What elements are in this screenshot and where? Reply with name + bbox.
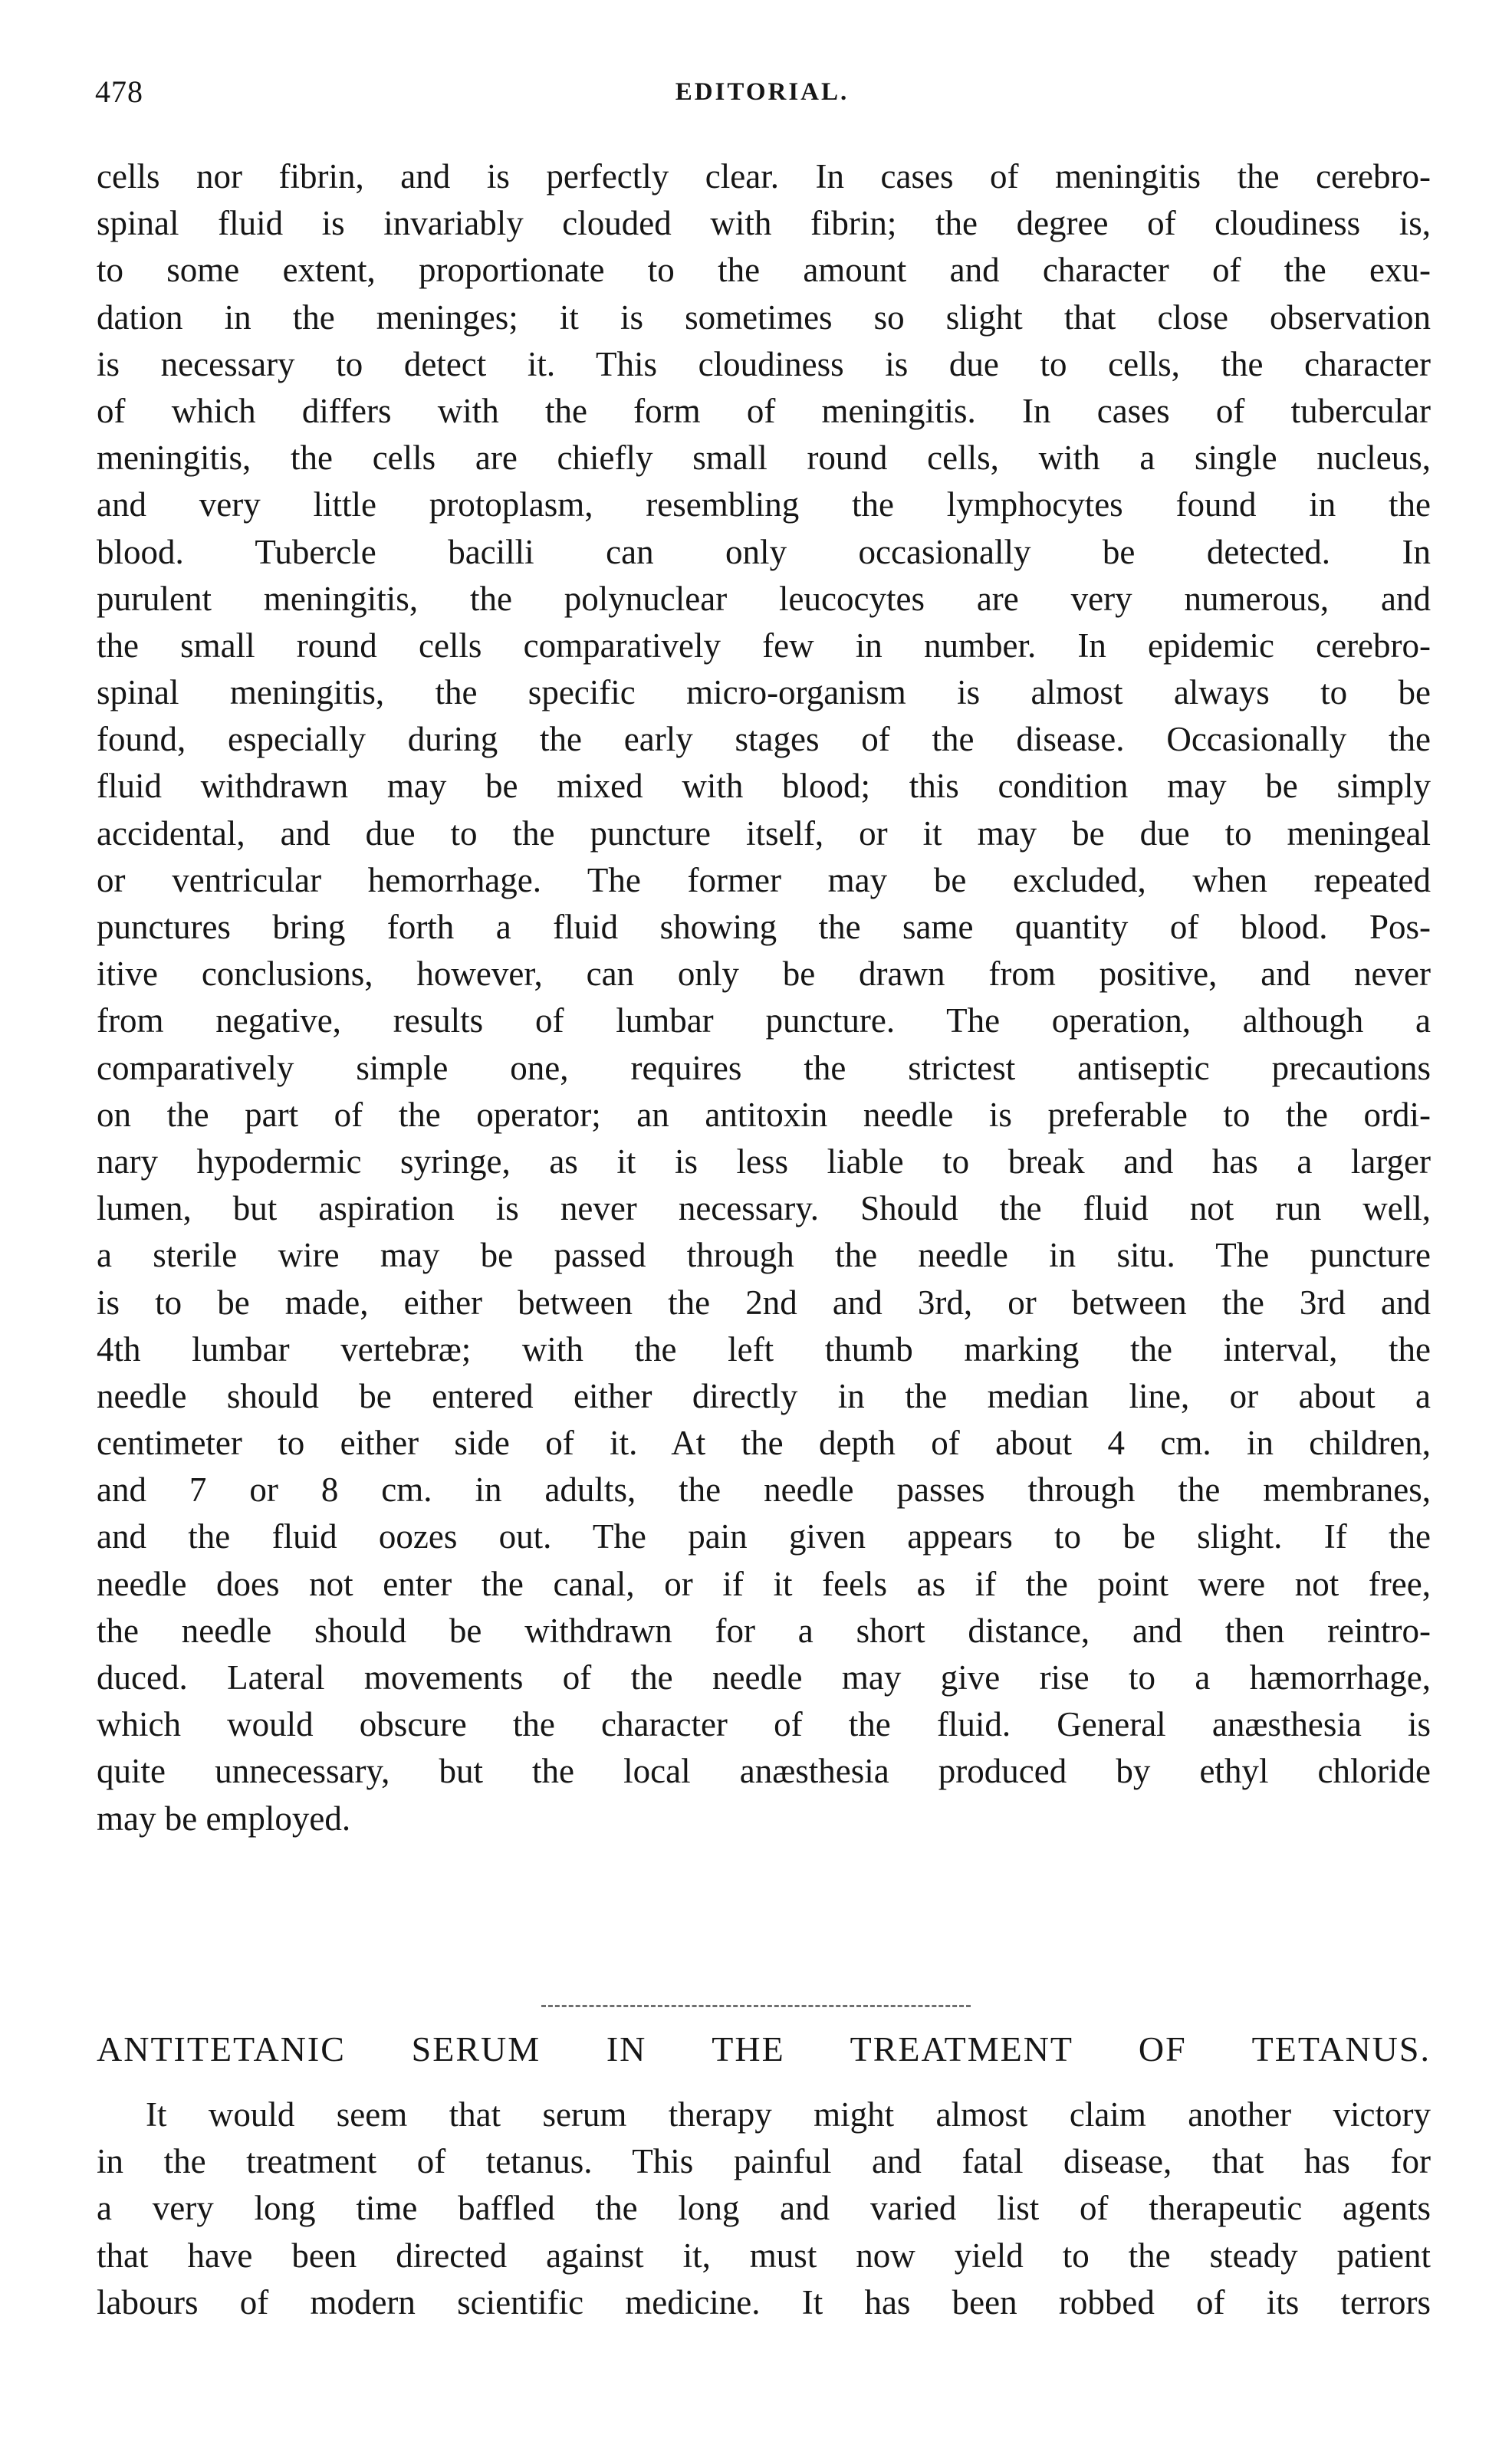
text-line: It would seem that serum therapy might almost claim another victory [146,2095,1431,2134]
text-line: from negative, results of lumbar puncture. The operation, although a [97,1001,1431,1040]
text-line: duced. Lateral movements of the needle may give rise to a hæmorrhage, [97,1658,1431,1697]
text-line: dation in the meninges; it is sometimes so slight that close observation [97,297,1431,337]
text-line: itive conclusions, however, can only be drawn from positive, and never [97,955,1431,994]
text-line: may be employed. [97,1799,351,1838]
running-head: EDITORIAL. [675,78,850,106]
page-header [95,74,1429,120]
text-line: in the treatment of tetanus. This painful and fatal disease, that has for [97,2142,1431,2181]
text-line: to some extent, proportionate to the amount and character of the exu- [97,251,1431,290]
text-line: a very long time baffled the long and varied list of therapeutic agents [97,2189,1431,2228]
text-line: accidental, and due to the puncture itself, or it may be due to meningeal [97,813,1431,853]
text-line: punctures bring forth a fluid showing the same quantity of blood. Pos- [97,908,1431,946]
text-line: or ventricular hemorrhage. The former may be excluded, when repeated [97,860,1431,899]
text-line: needle should be entered either directly in the median line, or about a [97,1376,1431,1415]
text-line: needle does not enter the canal, or if it feels as if the point were not free, [97,1564,1431,1603]
paragraph-tetanus [97,2091,1431,2326]
text-line: on the part of the operator; an antitoxin needle is preferable to the ordi- [97,1095,1431,1134]
text-line: lumen, but aspiration is never necessary. Should the fluid not run well, [97,1189,1431,1228]
text-line: 4th lumbar vertebræ; with the left thumb marking the interval, the [97,1329,1431,1369]
text-line: of which differs with the form of meningitis. In cases of tubercular [97,391,1431,430]
text-line: that have been directed against it, must now yield to the steady patient [97,2236,1431,2275]
text-line: comparatively simple one, requires the strictest antiseptic precautions [97,1048,1431,1087]
text-line: a sterile wire may be passed through the needle in situ. The puncture [97,1236,1431,1275]
text-line: is to be made, either between the 2nd and 3rd, or between the 3rd and [97,1283,1431,1322]
text-line: centimeter to either side of it. At the depth of about 4 cm. in children, [97,1424,1431,1463]
text-line: labours of modern scientific medicine. It has been robbed of its terrors [97,2282,1431,2321]
text-line: found, especially during the early stages of the disease. Occasionally the [97,720,1431,759]
page-number: 478 [95,74,143,109]
text-line: fluid withdrawn may be mixed with blood; this condition may be simply [97,767,1431,806]
text-line: the small round cells comparatively few in number. In epidemic cerebro- [97,626,1431,665]
text-line: cells nor fibrin, and is perfectly clear. In cases of meningitis the cerebro- [97,157,1431,196]
text-line: which would obscure the character of the fluid. General anæsthesia is [97,1705,1431,1744]
paragraph-meningitis [97,153,1431,1842]
text-line: and 7 or 8 cm. in adults, the needle passes through the membranes, [97,1470,1431,1510]
text-line: spinal meningitis, the specific micro-organism is almost always to be [97,673,1431,712]
text-line: and the fluid oozes out. The pain given appears to be slight. If the [97,1517,1431,1556]
section-heading: ANTITETANIC SERUM IN THE TREATMENT OF TETANUS. [97,2029,1431,2068]
text-line: blood. Tubercle bacilli can only occasionally be detected. In [97,532,1431,571]
text-line: nary hypodermic syringe, as it is less liable to break and has a larger [97,1142,1431,1181]
text-line: the needle should be withdrawn for a short distance, and then reintro- [97,1611,1431,1650]
text-line: quite unnecessary, but the local anæsthesia produced by ethyl chloride [97,1752,1431,1791]
text-line: spinal fluid is invariably clouded with fibrin; the degree of cloudiness is, [97,204,1431,243]
text-line: is necessary to detect it. This cloudiness is due to cells, the character [97,344,1431,383]
text-line: purulent meningitis, the polynuclear leucocytes are very numerous, and [97,579,1431,618]
section-separator [541,2005,971,2007]
text-line: meningitis, the cells are chiefly small round cells, with a single nucleus, [97,439,1431,478]
text-line: and very little protoplasm, resembling the lymphocytes found in the [97,485,1431,524]
